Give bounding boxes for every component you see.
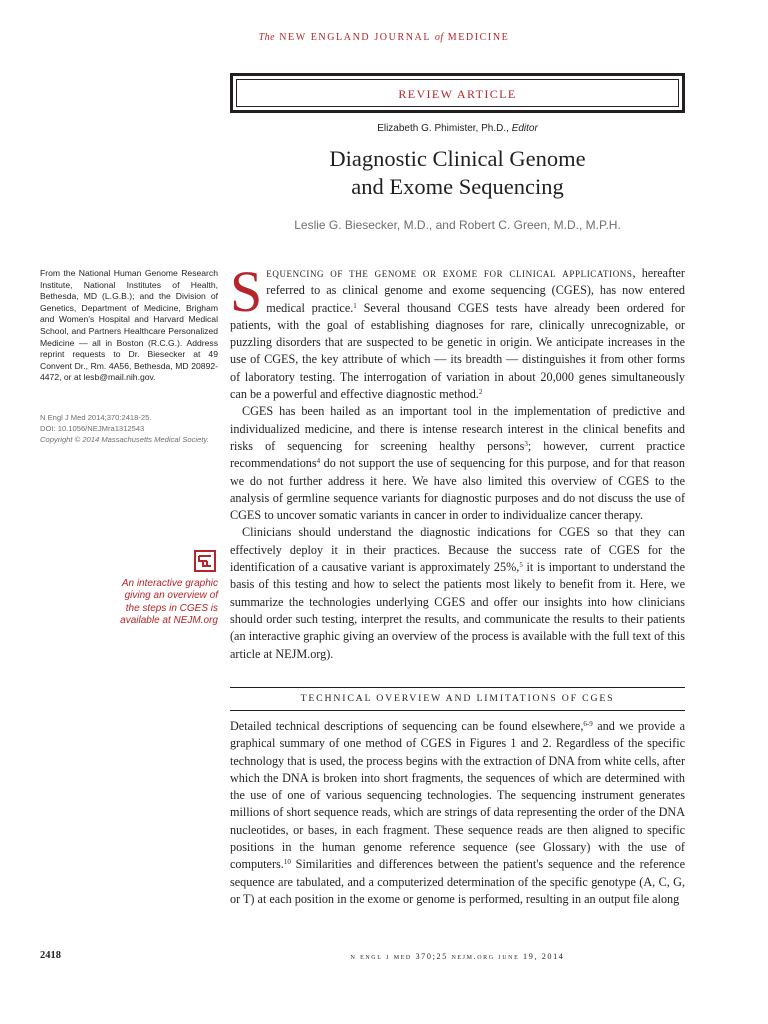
ref-3[interactable]: 3 <box>524 439 528 448</box>
running-head-medicine: MEDICINE <box>447 32 510 43</box>
running-head <box>0 32 768 43</box>
section-heading: TECHNICAL OVERVIEW AND LIMITATIONS OF CGES <box>230 687 685 711</box>
ref-2[interactable]: 2 <box>478 388 483 397</box>
footer-journal-line: n engl j med 370;25 nejm.org june 19, 2014 <box>350 952 565 961</box>
section-text-b: and we provide a graphical summary of one method of CGES in Figures 1 and 2. Regardless of the specific technology that is used, the process begins with the extraction of DNA from white cells, after which the DNA is broken into short fragments, the sequences of which are determined with the use of one of various sequencing technologies. The sequencing instrument generates millions of short sequence reads, which are strings of data representing the order of the DNA nucleotides, or bases, in each fragment. These sequence reads are then aligned to specific positions in the human genome reference sequence (see Glossary) with the use of computers. <box>230 719 685 872</box>
ref-6-9[interactable]: 6-9 <box>583 720 593 728</box>
interactive-graphic-icon[interactable] <box>194 550 216 572</box>
citation-reference: N Engl J Med 2014;370:2418-25. <box>40 413 152 422</box>
section-text-c: Similarities and differences between the patient's sequence and the reference sequence are tabulated, and a computerized determination of the specific genotype (A, C, G, or T) at each position in the exome or genome is performed, resulting in an output file along <box>230 857 685 906</box>
authors: Leslie G. Biesecker, M.D., and Robert C. Green, M.D., M.P.H. <box>294 218 621 232</box>
paragraph-2-text-b: ; however, current practice recommendations <box>230 438 685 471</box>
section-text-a: Detailed technical descriptions of sequencing can be found elsewhere, <box>230 719 584 733</box>
paragraph-1-text-a: hereafter referred to as clinical genome and exome sequencing (CGES), has now entered medical practice. <box>266 266 685 315</box>
author-affiliation: From the National Human Genome Research Institute, National Institutes of Health, Bethesda, MD (L.G.B.); and the Division of Genetics, Department of Medicine, Brigham and Women's Hospital and Harvard Medical School, and Partners Healthcare Personalized Medicine — all in Boston (R.C.G.). Address reprint requests to Dr. Biesecker at 49 Convent Dr., Rm. 4A56, Bethesda, MD 20892-4472, or at lesb@mail.nih.gov. <box>40 268 218 383</box>
section-paragraph-1 <box>230 718 685 908</box>
copyright-notice: Copyright © 2014 Massachusetts Medical Society. <box>40 435 209 444</box>
editor-line <box>230 123 685 134</box>
drop-cap: S <box>230 259 263 324</box>
running-head-prefix: The <box>258 32 276 43</box>
paragraph-1 <box>230 259 685 403</box>
article-type-box <box>230 73 685 113</box>
ref-1[interactable]: 1 <box>353 301 357 310</box>
article-body-intro <box>230 259 685 663</box>
paragraph-2-text-a: CGES has been hailed as an important tool in the implementation of predictive and individualized medicine, and there is intense research interest in the clinical benefits and risks of sequencing for screening healthy persons <box>230 404 685 453</box>
citation-block <box>40 412 218 445</box>
page-number: 2418 <box>40 950 61 961</box>
editor-name: Elizabeth G. Phimister, Ph.D., <box>377 123 509 134</box>
article-body-section <box>230 718 685 908</box>
interactive-graphic-note[interactable]: An interactive graphic giving an overview of the steps in CGES is available at NEJM.org <box>120 578 218 627</box>
running-head-journal: NEW ENGLAND JOURNAL <box>279 32 431 43</box>
paragraph-3-text-b: it is important to understand the basis of this testing and how to select the patients most likely to benefit from it. Here, we summarize the technologies underlying CGES and offer our insights into how clinicians should order such testing, interpret the results, and communicate the results to their patients (an interactive graphic giving an overview of the process is available with the full text of this article at NEJM.org). <box>230 560 685 661</box>
running-head-of: of <box>434 32 444 43</box>
ref-4[interactable]: 4 <box>316 457 321 466</box>
paragraph-3-text-a: Clinicians should understand the diagnostic indications for CGES so that they can effectively deploy it in their practices. Because the success rate of CGES for the identification of a causative variant is approximately 25%, <box>230 525 685 575</box>
editor-role: Editor <box>511 123 538 134</box>
paragraph-3 <box>230 524 685 662</box>
paragraph-1-text-b: Several thousand CGES tests have already been ordered for patients, with the goal of establishing diagnoses for rare, clinically unrecognizable, or puzzling disorders that are suspected to be genetic in origin. We anticipate increases in the use of CGES, the key attribute of which — its breadth — distinguishes it from other forms of laboratory testing. The interrogation of variation in about 20,000 genes simultaneously can be a powerful and effective diagnostic method. <box>230 300 685 402</box>
lead-in-smallcaps: equencing of the genome or exome for clinical applications, <box>266 266 637 280</box>
article-type-label: REVIEW ARTICLE <box>236 79 679 107</box>
title-line-2: and Exome Sequencing <box>351 174 564 199</box>
title-line-1: Diagnostic Clinical Genome <box>329 146 586 171</box>
ref-5[interactable]: 5 <box>519 561 523 570</box>
citation-doi[interactable]: DOI: 10.1056/NEJMra1312543 <box>40 424 145 433</box>
paragraph-2-text-c: do not support the use of sequencing for this purpose, and for that reason we do not further address it here. We have also limited this overview of CGES to the analysis of germline sequence variants for diagnostic purposes and do not discuss the use of CGES to uncover somatic variants in cancer in order to individualize cancer therapy. <box>230 456 685 523</box>
paragraph-2 <box>230 403 685 524</box>
article-title <box>230 145 685 201</box>
ref-10[interactable]: 10 <box>283 858 291 867</box>
